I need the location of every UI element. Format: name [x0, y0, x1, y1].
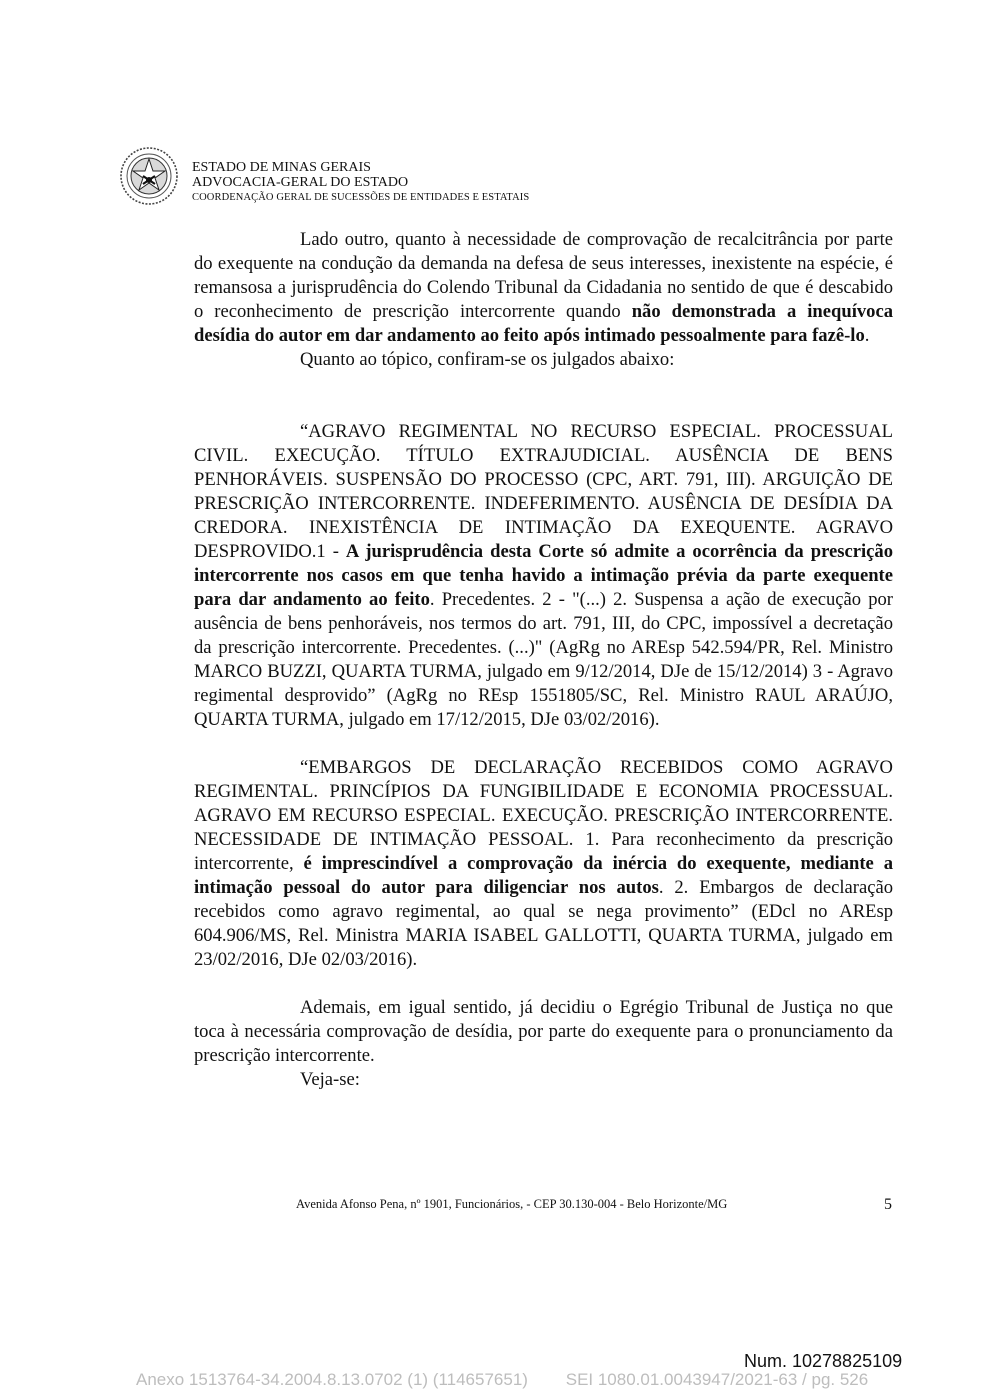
paragraph-3: Ademais, em igual sentido, já decidiu o Egrégio Tribunal de Justiça no que toca à necessária comprovação de desídia, por parte do exequente para o pronunciamento da prescrição intercorrente.: [194, 997, 893, 1066]
coat-of-arms-seal-icon: [119, 146, 179, 206]
paragraph-1: Lado outro, quanto à necessidade de comprovação de recalcitrância por parte do exequente na condução da demanda na defesa de seus interesses, inexistente na espécie, é remansosa a jurisprudência do Colendo Tribunal da Cidadania no sentido de que é descabido o reconhecimento de prescrição intercorrente quando não demonstrada a inequívoca desídia do autor em dar andamento ao feito após intimado pessoalmente para fazê-lo.: [194, 229, 894, 346]
paragraph-2: Quanto ao tópico, confiram-se os julgados abaixo:: [300, 349, 675, 370]
page-number: 5: [884, 1196, 892, 1213]
letterhead: [192, 160, 529, 205]
watermark-stamp: Anexo 1513764-34.2004.8.13.0702 (1) (114657651) SEI 1080.01.0043947/2021-63 / pg. 526: [136, 1370, 869, 1389]
letterhead-state: ESTADO DE MINAS GERAIS: [192, 160, 371, 175]
document-number: Num. 10278825109: [744, 1351, 903, 1371]
letterhead-department: COORDENAÇÃO GERAL DE SUCESSÕES DE ENTIDADES E ESTATAIS: [192, 192, 530, 203]
paragraph-4: Veja-se:: [300, 1069, 360, 1090]
paragraph-1-emphasis: não demonstrada a inequívoca desídia do autor em dar andamento ao feito após intimado pessoalmente para fazê-lo: [194, 301, 894, 346]
document-body: [194, 228, 893, 1092]
quote-1-emphasis: A jurisprudência desta Corte só admite a ocorrência da prescrição intercorrente nos casos em que tenha havido a intimação prévia da parte exequente para dar andamento ao feito: [194, 541, 893, 610]
footer-address: Avenida Afonso Pena, nº 1901, Funcionários, - CEP 30.130-004 - Belo Horizonte/MG: [296, 1197, 728, 1211]
quote-2: “EMBARGOS DE DECLARAÇÃO RECEBIDOS COMO AGRAVO REGIMENTAL. PRINCÍPIOS DA FUNGIBILIDADE E ECONOMIA PROCESSUAL. AGRAVO EM RECURSO ESPECIAL. EXECUÇÃO. PRESCRIÇÃO INTERCORRENTE. NECESSIDADE DE INTIMAÇÃO PESSOAL. 1. Para reconhecimento da prescrição intercorrente, é imprescindível a comprovação da inércia do exequente, mediante a intimação pessoal do autor para diligenciar nos autos. 2. Embargos de declaração recebidos como agravo regimental, ao qual se nega provimento” (EDcl no AREsp 604.906/MS, Rel. Ministra MARIA ISABEL GALLOTTI, QUARTA TURMA, julgado em 23/02/2016, DJe 02/03/2016).: [194, 757, 893, 970]
letterhead-agency: ADVOCACIA-GERAL DO ESTADO: [192, 175, 409, 190]
quote-2-emphasis: é imprescindível a comprovação da inércia do exequente, mediante a intimação pessoal do autor para diligenciar nos autos: [194, 853, 893, 898]
quote-1: “AGRAVO REGIMENTAL NO RECURSO ESPECIAL. PROCESSUAL CIVIL. EXECUÇÃO. TÍTULO EXTRAJUDICIAL. AUSÊNCIA DE BENS PENHORÁVEIS. SUSPENSÃO DO PROCESSO (CPC, ART. 791, III). ARGUIÇÃO DE PRESCRIÇÃO INTERCORRENTE. INDEFERIMENTO. AUSÊNCIA DE DESÍDIA DA CREDORA. INEXISTÊNCIA DE INTIMAÇÃO DA EXEQUENTE. AGRAVO DESPROVIDO.1 - A jurisprudência desta Corte só admite a ocorrência da prescrição intercorrente nos casos em que tenha havido a intimação prévia da parte exequente para dar andamento ao feito. Precedentes. 2 - "(...) 2. Suspensa a ação de execução por ausência de bens penhoráveis, nos termos do art. 791, III, do CPC, impossível a decretação da prescrição intercorrente. Precedentes. (...)" (AgRg no AREsp 542.594/PR, Rel. Ministro MARCO BUZZI, QUARTA TURMA, julgado em 9/12/2014, DJe de 15/12/2014) 3 - Agravo regimental desprovido” (AgRg no REsp 1551805/SC, Rel. Ministro RAUL ARAÚJO, QUARTA TURMA, julgado em 17/12/2015, DJe 03/02/2016).: [194, 421, 893, 730]
